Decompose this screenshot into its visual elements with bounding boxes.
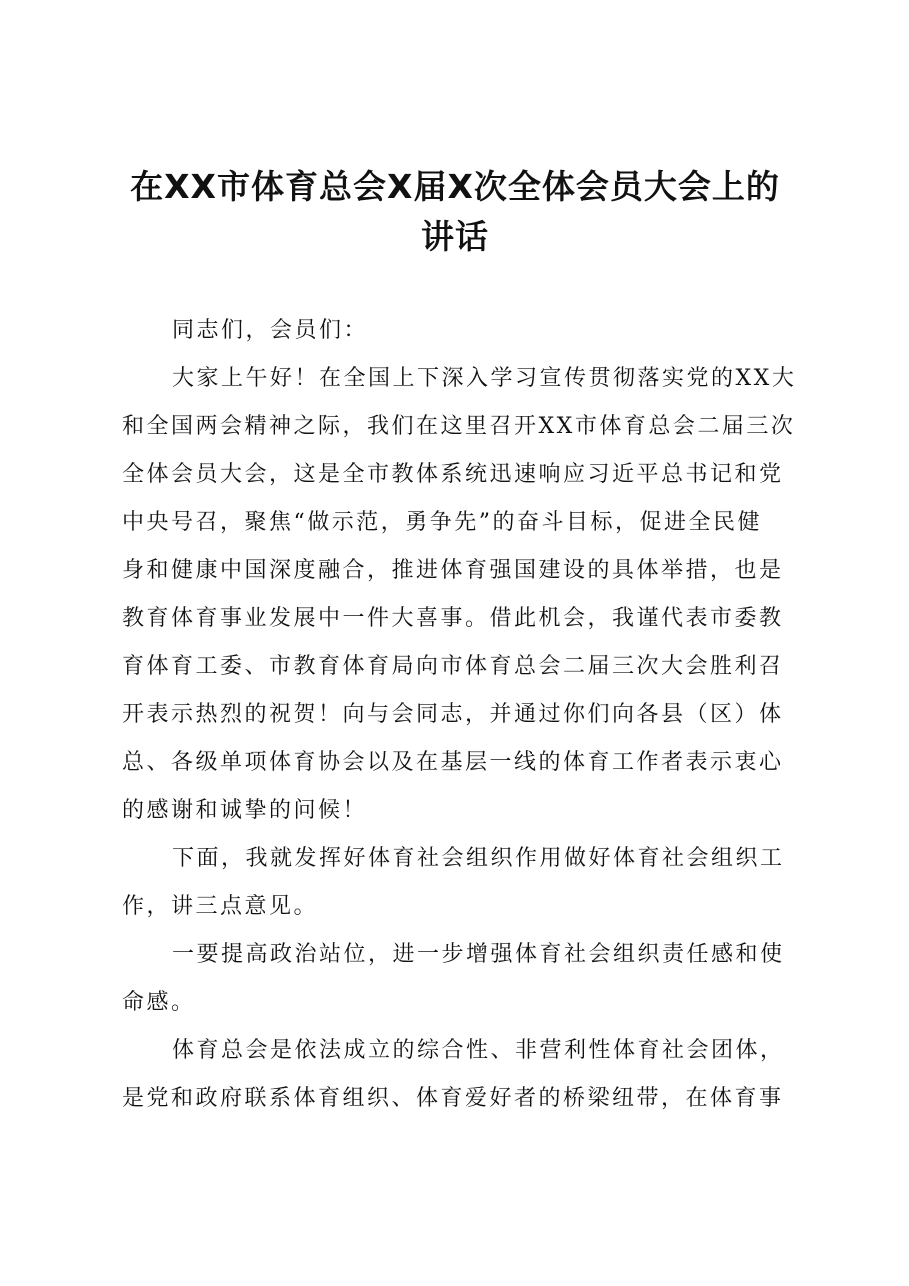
paragraph-1-line-8: 开表示热烈的祝贺！向与会同志，并通过你们向各县（区）体 bbox=[122, 702, 784, 727]
greeting: 同志们，会员们： bbox=[172, 318, 369, 343]
document-title-line-1: 在XX市体育总会X届X次全体会员大会上的 bbox=[130, 167, 780, 206]
paragraph-1-line-1: 大家上午好！在全国上下深入学习宣传贯彻落实党的XX大 bbox=[172, 366, 797, 391]
paragraph-1-line-9: 总、各级单项体育协会以及在基层一线的体育工作者表示衷心 bbox=[122, 750, 784, 775]
paragraph-1-line-2: 和全国两会精神之际，我们在这里召开XX市体育总会二届三次 bbox=[122, 414, 796, 439]
paragraph-2-line-2: 作，讲三点意见。 bbox=[122, 894, 319, 919]
document-body bbox=[122, 307, 802, 1123]
paragraph-1-line-6: 教育体育事业发展中一件大喜事。借此机会，我谨代表市委教 bbox=[122, 606, 784, 631]
paragraph-3-line-2: 命感。 bbox=[122, 990, 196, 1015]
paragraph-4-line-2: 是党和政府联系体育组织、体育爱好者的桥梁纽带，在体育事 bbox=[122, 1086, 784, 1111]
paragraph-1-line-4: 中央号召，聚焦“做示范，勇争先”的奋斗目标，促进全民健 bbox=[122, 510, 762, 535]
document-title-line-2: 讲话 bbox=[421, 217, 489, 256]
paragraph-1-line-10: 的感谢和诚挚的问候！ bbox=[122, 798, 368, 823]
paragraph-1-line-7: 育体育工委、市教育体育局向市体育总会二届三次大会胜利召 bbox=[122, 654, 784, 679]
paragraph-4-line-1: 体育总会是依法成立的综合性、非营利性体育社会团体， bbox=[172, 1038, 785, 1063]
paragraph-1-line-5: 身和健康中国深度融合，推进体育强国建设的具体举措，也是 bbox=[122, 558, 784, 583]
paragraph-3-line-1: 一要提高政治站位，进一步增强体育社会组织责任感和使 bbox=[172, 942, 785, 967]
paragraph-1-line-3: 全体会员大会，这是全市教体系统迅速响应习近平总书记和党 bbox=[122, 462, 784, 487]
paragraph-2-line-1: 下面，我就发挥好体育社会组织作用做好体育社会组织工 bbox=[172, 846, 785, 871]
